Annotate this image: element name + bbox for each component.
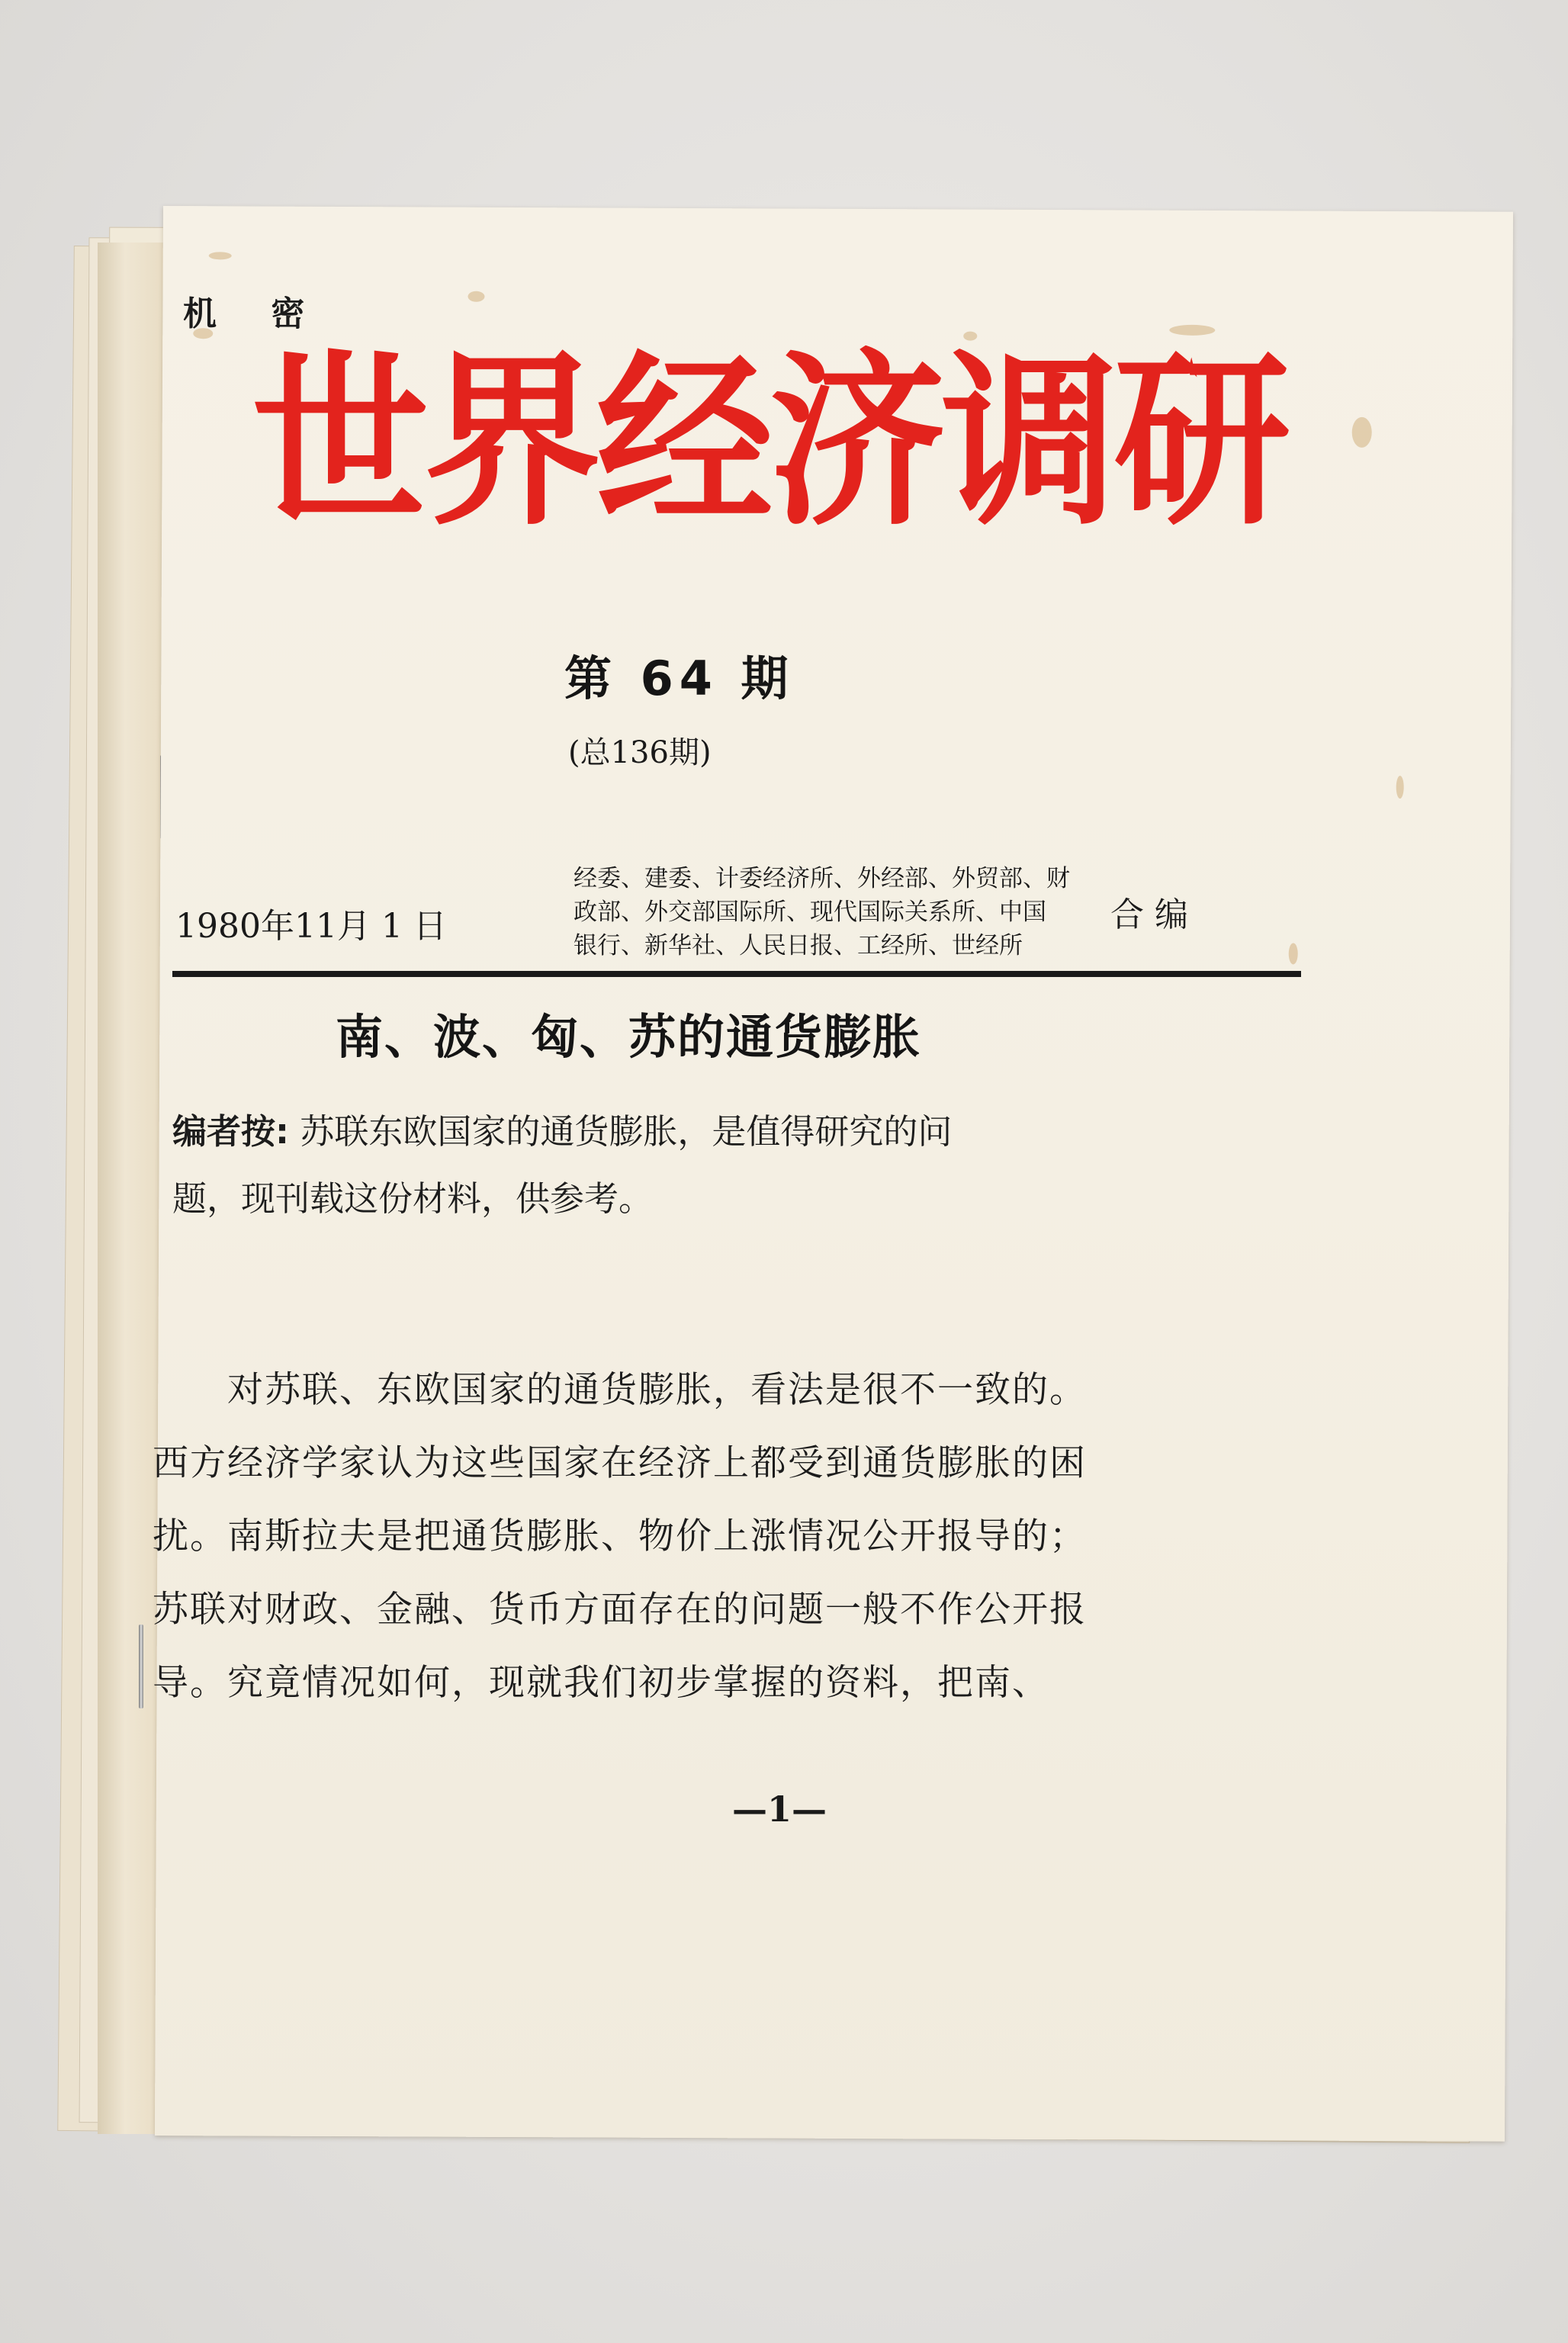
article-title: 南、波、匈、苏的通货膨胀	[336, 1009, 922, 1065]
stain	[1352, 417, 1372, 448]
editors-note-label: 编者按:	[172, 1111, 289, 1152]
page-number: —1—	[732, 1789, 827, 1830]
body-text	[153, 1354, 1087, 1720]
publishers-list	[574, 862, 1100, 963]
publishers-line: 经委、建委、计委经济所、外经部、外贸部、财	[574, 865, 1070, 892]
header-rule	[172, 971, 1301, 977]
body-line: 苏联对财政、金融、货币方面存在的问题一般不作公开报	[153, 1589, 1087, 1631]
body-line: 导。究竟情况如何，现就我们初步掌握的资料，把南、	[153, 1662, 1049, 1704]
stain	[468, 291, 484, 302]
publishers-suffix: 合 编	[1110, 895, 1188, 934]
publication-date: 1980年11月 1 日	[175, 907, 447, 946]
body-line: 对苏联、东欧国家的通货膨胀，看法是很不一致的。	[153, 1369, 1087, 1411]
staple-icon	[139, 1625, 143, 1708]
body-line: 西方经济学家认为这些国家在经济上都受到通货膨胀的困	[153, 1442, 1087, 1484]
stain	[1289, 943, 1298, 964]
publishers-line: 银行、新华社、人民日报、工经所、世经所	[574, 932, 1023, 959]
issue-number: 第 64 期	[564, 651, 795, 706]
masthead-title: 世界经济调研	[252, 334, 1287, 551]
editors-note	[172, 1098, 1309, 1233]
editors-note-text: 苏联东欧国家的通货膨胀，是值得研究的问	[300, 1111, 953, 1152]
total-issue-number: (总136期)	[568, 735, 712, 770]
editors-note-text: 题，现刊载这份材料，供参考。	[172, 1178, 654, 1219]
stain	[209, 252, 232, 259]
stain	[1396, 776, 1404, 799]
body-line: 扰。南斯拉夫是把通货膨胀、物价上涨情况公开报导的；	[153, 1515, 1087, 1557]
publishers-line: 政部、外交部国际所、现代国际关系所、中国	[574, 898, 1046, 926]
classification-mark: 机 密	[183, 294, 326, 333]
